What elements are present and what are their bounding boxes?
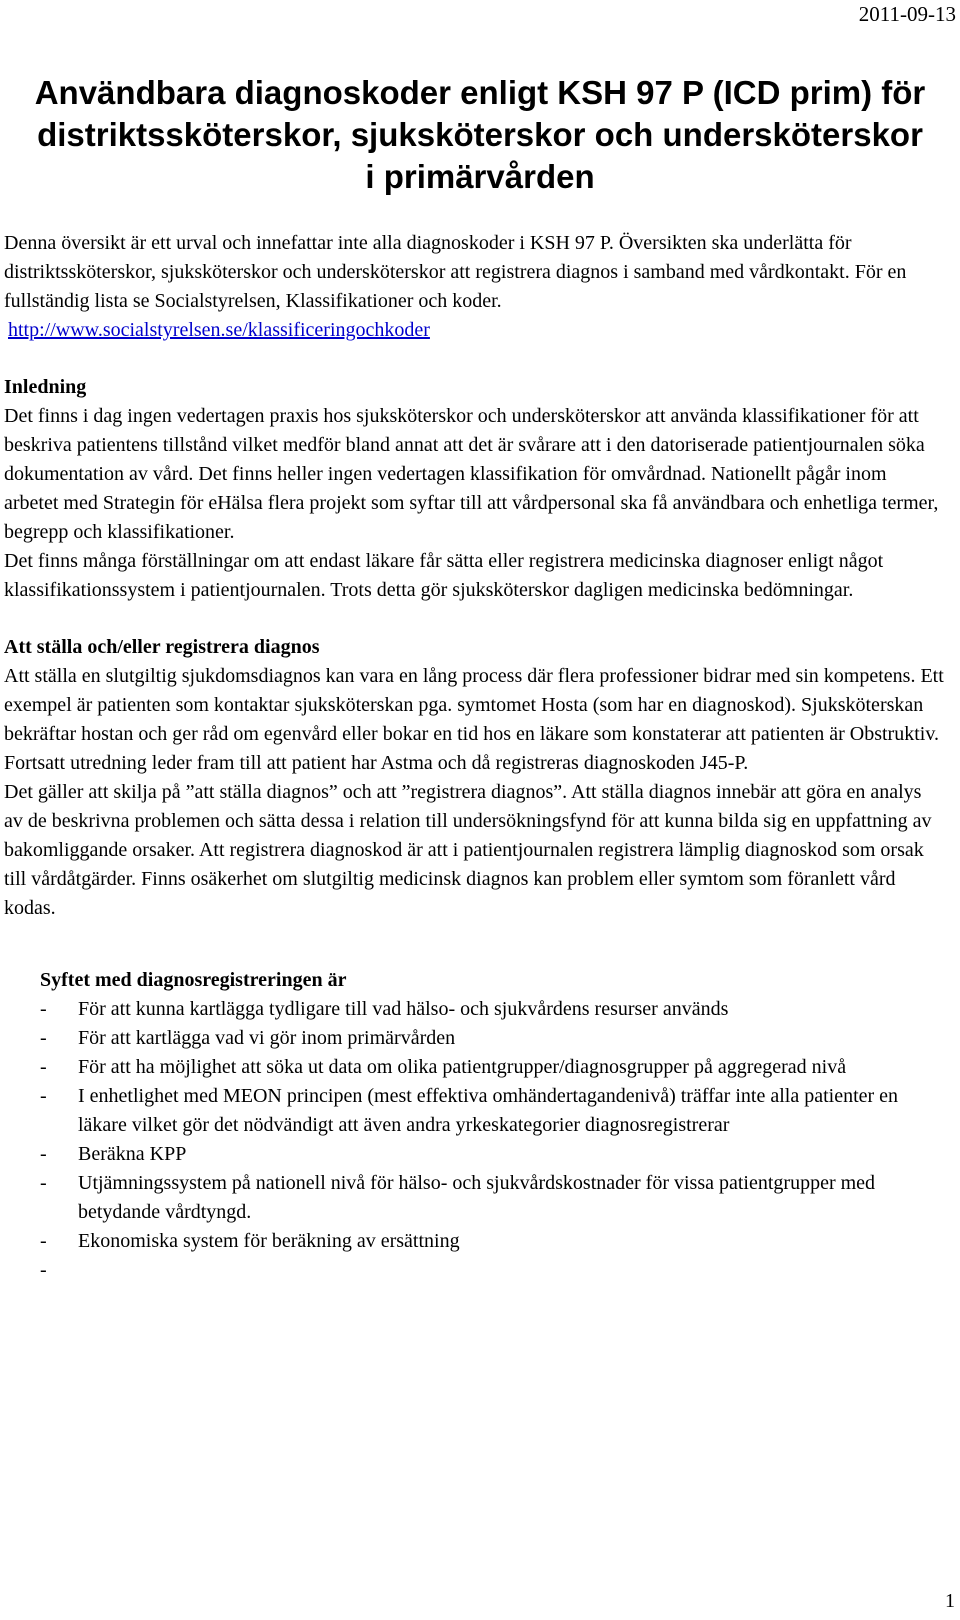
document-body xyxy=(4,229,944,1285)
list-item: - I enhetlighet med MEON principen (mest effektiva omhändertagandenivå) träffar inte alla patienter en läkare vilket gör det nödvändigt att även andra yrkeskategorier diagnosregistrerar xyxy=(40,1085,899,1136)
purpose-section xyxy=(4,966,944,1285)
list-item: - För att kunna kartlägga tydligare till vad hälso- och sjukvårdens resurser används xyxy=(40,998,729,1020)
inledning-paragraph-1: Det finns i dag ingen vedertagen praxis hos sjuksköterskor och undersköterskor att använda klassifikationer för att beskriva patientens tillstånd vilket medför bland annat att det är svårare att i den datoriserade patientjournalen söka dokumentation av vård. Det finns heller ingen vedertagen klassifikation för omvårdnad. Nationellt pågår inom arbetet med Strategin för eHälsa flera projekt som syftar till att vårdpersonal ska få användbara och enhetliga termer, begrepp och klassifikationer. xyxy=(4,405,939,543)
inledning-paragraph-2: Det finns många förställningar om att endast läkare får sätta eller registrera medicinska diagnoser enligt något klassifikationssystem i patientjournalen. Trots detta gör sjuksköterskor dagligen medicinska bedömningar. xyxy=(4,550,884,601)
socialstyrelsen-link[interactable]: http://www.socialstyrelsen.se/klassificeringochkoder xyxy=(8,319,430,341)
page-number: 1 xyxy=(945,1590,955,1612)
inledning-heading: Inledning xyxy=(4,376,87,398)
diagnos-paragraph-1: Att ställa en slutgiltig sjukdomsdiagnos kan vara en lång process där flera professioner bidrar med sin kompetens. Ett exempel är patienten som kontaktar sjuksköterskan pga. symtomet Hosta (som har en diagnoskod). Sjuksköterskan bekräftar hostan och ger råd om egenvård eller bokar en tid hos en läkare som konstaterar att patienten är Obstruktiv. Fortsatt utredning leder fram till att patient har Astma och då registreras diagnoskoden J45-P. xyxy=(4,665,944,774)
list-item: - Utjämningssystem på nationell nivå för hälso- och sjukvårdskostnader för vissa patientgrupper med betydande vårdtyngd. xyxy=(40,1172,876,1223)
document-date: 2011-09-13 xyxy=(858,2,956,26)
purpose-list xyxy=(40,995,944,1285)
list-item: - Beräkna KPP xyxy=(40,1143,187,1165)
list-item: - För att ha möjlighet att söka ut data om olika patientgrupper/diagnosgrupper på aggregerad nivå xyxy=(40,1056,847,1078)
document-title: Användbara diagnoskoder enligt KSH 97 P (ICD prim) för distriktssköterskor, sjuksköterskor och undersköterskor i primärvården xyxy=(34,74,926,195)
intro-paragraph: Denna översikt är ett urval och innefattar inte alla diagnoskoder i KSH 97 P. Översikten ska underlätta för distriktssköterskor, sjuksköterskor och undersköterskor att registrera diagnos i samband med vårdkontakt. För en fullständig lista se Socialstyrelsen, Klassifikationer och koder. xyxy=(4,232,907,312)
list-item: - xyxy=(40,1259,47,1281)
purpose-heading: Syftet med diagnosregistreringen är xyxy=(40,969,347,991)
diagnos-heading: Att ställa och/eller registrera diagnos xyxy=(4,636,320,658)
diagnos-paragraph-2: Det gäller att skilja på ”att ställa diagnos” och att ”registrera diagnos”. Att ställa diagnos innebär att göra en analys av de beskrivna problemen och sätta dessa i relation till undersökningsfynd för att kunna bilda sig en uppfattning av bakomliggande orsaker. Att registrera diagnoskod är att i patientjournalen registrera lämplig diagnoskod som orsak till vårdåtgärder. Finns osäkerhet om slutgiltig medicinsk diagnos kan problem eller symtom som föranlett vård kodas. xyxy=(4,781,932,919)
list-item: - Ekonomiska system för beräkning av ersättning xyxy=(40,1230,460,1252)
list-item: - För att kartlägga vad vi gör inom primärvården xyxy=(40,1027,456,1049)
